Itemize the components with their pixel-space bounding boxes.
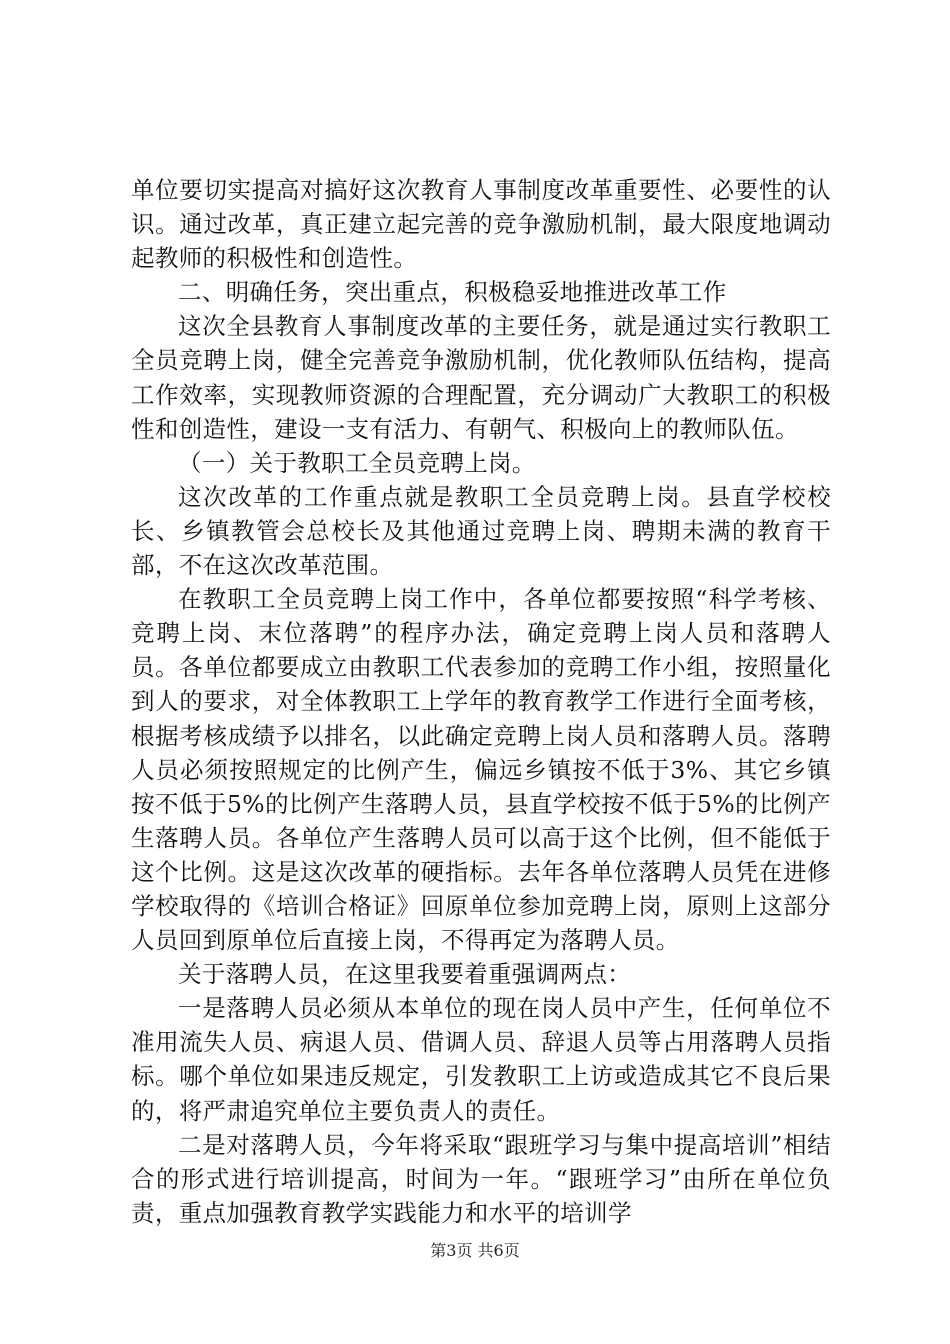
paragraph-focus: 这次改革的工作重点就是教职工全员竞聘上岗。县直学校校长、乡镇教管会总校长及其他通过竞聘上岗、聘期未满的教育干部，不在这次改革范围。 xyxy=(131,482,831,580)
paragraph-continuation: 单位要切实提高对搞好这次教育人事制度改革重要性、必要性的认识。通过改革，真正建立起完善的竞争激励机制，最大限度地调动起教师的积极性和创造性。 xyxy=(131,176,831,273)
subsection-heading-one: （一）关于教职工全员竞聘上岗。 xyxy=(178,448,536,477)
paragraph-point-one: 一是落聘人员必须从本单位的现在岗人员中产生，任何单位不准用流失人员、病退人员、借调人员、辞退人员等占用落聘人员指标。哪个单位如果违反规定，引发教职工上访或造成其它不良后果的，将严肃追究单位主要负责人的责任。 xyxy=(131,994,831,1125)
paragraph-emphasis-intro: 关于落聘人员，在这里我要着重强调两点： xyxy=(178,960,632,989)
paragraph-main-task: 这次全县教育人事制度改革的主要任务，就是通过实行教职工全员竞聘上岗，健全完善竞争激励机制，优化教师队伍结构，提高工作效率，实现教师资源的合理配置，充分调动广大教职工的积极性和创造性，建设一支有活力、有朝气、积极向上的教师队伍。 xyxy=(131,312,831,443)
document-body xyxy=(131,173,831,1230)
paragraph-point-two: 二是对落聘人员，今年将采取“跟班学习与集中提高培训”相结合的形式进行培训提高，时间为一年。“跟班学习”由所在单位负责，重点加强教育教学实践能力和水平的培训学 xyxy=(131,1130,831,1227)
paragraph-procedure: 在教职工全员竞聘上岗工作中，各单位都要按照“科学考核、竞聘上岗、末位落聘”的程序办法，确定竞聘上岗人员和落聘人员。各单位都要成立由教职工代表参加的竞聘工作小组，按照量化到人的要求，对全体教职工上学年的教育教学工作进行全面考核，根据考核成绩予以排名，以此确定竞聘上岗人员和落聘人员。落聘人员必须按照规定的比例产生，偏远乡镇按不低于3%、其它乡镇按不低于5%的比例产生落聘人员，县直学校按不低于5%的比例产生落聘人员。各单位产生落聘人员可以高于这个比例，但不能低于这个比例。这是这次改革的硬指标。去年各单位落聘人员凭在进修学校取得的《培训合格证》回原单位参加竞聘上岗，原则上这部分人员回到原单位后直接上岗，不得再定为落聘人员。 xyxy=(131,585,831,955)
section-heading-two: 二、明确任务，突出重点，积极稳妥地推进改革工作 xyxy=(178,278,727,307)
page-number-footer: 第3页 共6页 xyxy=(430,1241,520,1260)
